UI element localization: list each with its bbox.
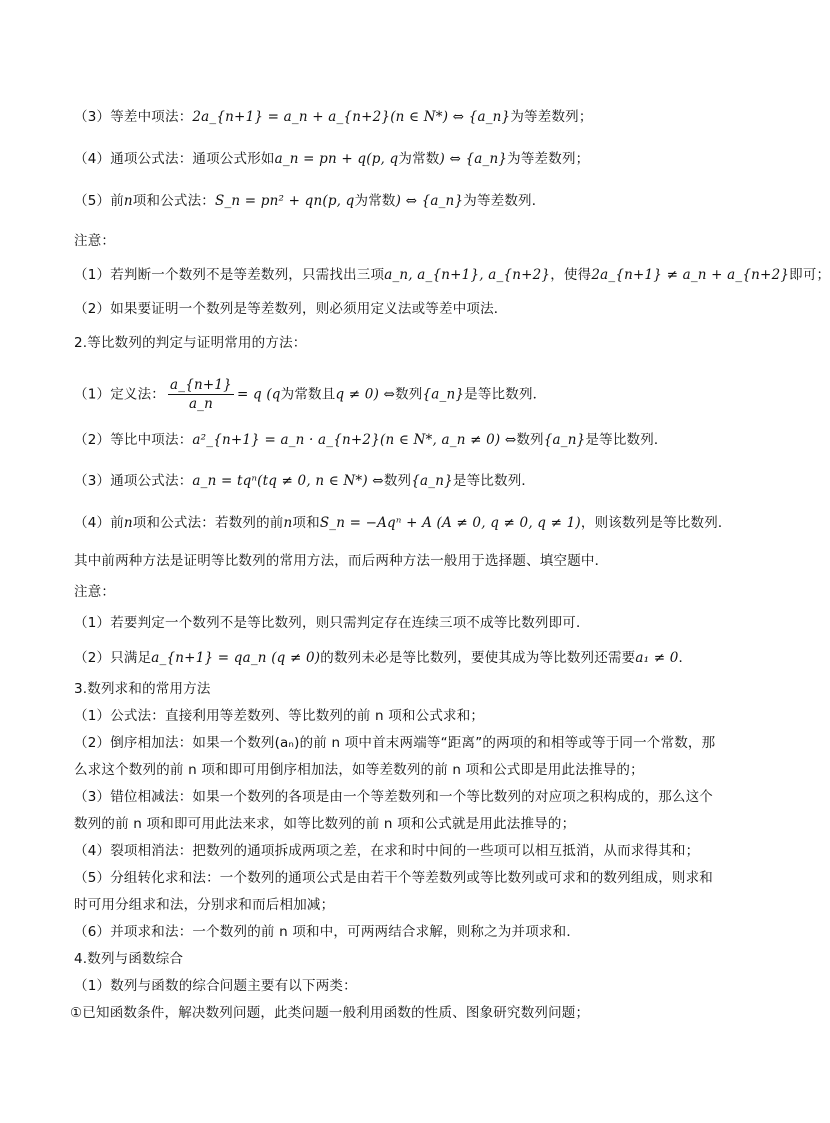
text-line: 么求这个数列的前 n 项和即可用倒序相加法，如等差数列的前 n 项和公式即是用此法推导的； <box>74 762 644 778</box>
line-text: 为等差数列； <box>510 109 593 125</box>
text-line <box>74 648 692 668</box>
text-line <box>74 149 589 169</box>
text-line: 其中前两种方法是证明等比数列的常用方法，而后两种方法一般用于选择题、填空题中． <box>74 553 609 569</box>
line-text: 项和 <box>292 515 320 531</box>
formula: a_n, a_{n+1}, a_{n+2} <box>384 267 551 283</box>
line-text: 为等差数列； <box>507 151 590 167</box>
fraction-denominator: a_n <box>188 396 214 412</box>
formula: a²_{n+1} = a_n · a_{n+2}(n ∈ N*, a_n ≠ 0) ⇔ <box>192 432 517 448</box>
variable: n <box>283 515 293 531</box>
line-text: 是等比数列． <box>585 432 668 448</box>
formula: ) ⇔ {a_n} <box>439 151 508 167</box>
text-line <box>74 107 593 127</box>
formula: {a_n} <box>422 386 465 403</box>
line-text: 数列 <box>395 386 423 403</box>
text-line <box>74 513 732 533</box>
section-heading: 2.等比数列的判定与证明常用的方法： <box>74 335 307 351</box>
text-line <box>74 376 546 413</box>
variable: n <box>123 515 133 531</box>
text-line: （6）并项求和法：一个数列的前 n 项和中，可两两结合求解，则称之为并项求和． <box>74 924 581 940</box>
formula: a₁ ≠ 0 <box>635 650 679 666</box>
formula: S_n = pn² + qn(p, q <box>215 193 355 209</box>
text-line: （1）数列与函数的综合问题主要有以下两类： <box>74 978 357 994</box>
note-heading: 注意： <box>74 584 116 600</box>
formula: 2a_{n+1} = a_n + a_{n+2}(n ∈ N*) ⇔ {a_n} <box>192 109 511 125</box>
line-text: （5）前 <box>74 193 124 209</box>
note-heading: 注意： <box>74 233 116 249</box>
formula: S_n = −Aqⁿ + A (A ≠ 0, q ≠ 0, q ≠ 1) <box>319 515 581 531</box>
line-text: 是等比数列． <box>464 386 547 403</box>
formula: a_{n+1} = qa_n (q ≠ 0) <box>151 650 321 666</box>
line-text: ，使得 <box>550 267 592 283</box>
line-text: （4）通项公式法：通项公式形如 <box>74 151 275 167</box>
text-line: 时可用分组求和法，分别求和而后相加减； <box>74 897 335 913</box>
line-text: 项和公式法：若数列的前 <box>132 515 284 531</box>
text-line: （2）倒序相加法：如果一个数列(aₙ)的前 n 项中首末两端等“距离”的两项的和相等或等于同一个常数，那 <box>74 735 716 751</box>
line-text: 即可； <box>789 267 830 283</box>
line-text: （1）若判断一个数列不是等差数列，只需找出三项 <box>74 267 385 283</box>
formula: q ≠ 0) ⇔ <box>335 386 396 403</box>
formula: {a_n} <box>411 473 453 489</box>
line-text: ，则该数列是等比数列． <box>580 515 732 531</box>
line-text: （3）等差中项法： <box>74 109 193 125</box>
line-text: 为常数 <box>398 151 440 167</box>
formula: {a_n} <box>543 432 586 448</box>
text-line <box>74 191 545 211</box>
line-text: （3）通项公式法： <box>74 473 193 489</box>
text-line: （2）如果要证明一个数列是等差数列，则必须用定义法或等差中项法． <box>74 301 508 317</box>
formula: a_n = pn + q(p, q <box>274 151 399 167</box>
fraction-numerator: a_{n+1} <box>170 377 232 393</box>
text-line: （3）错位相减法：如果一个数列的各项是由一个等差数列和一个等比数列的对应项之积构成的，那么这个 <box>74 789 713 805</box>
line-text: 是等比数列． <box>452 473 536 489</box>
text-line <box>74 430 668 450</box>
line-text: 数列 <box>516 432 544 448</box>
text-line <box>74 265 830 285</box>
line-text: 为等差数列． <box>463 193 546 209</box>
line-text: （2）等比中项法： <box>74 432 193 448</box>
text-line: （1）公式法：直接利用等差数列、等比数列的前 n 项和公式求和； <box>74 708 485 724</box>
variable: n <box>123 193 133 209</box>
section-heading: 3.数列求和的常用方法 <box>74 681 211 697</box>
line-text: 数列 <box>383 473 412 489</box>
formula: 2a_{n+1} ≠ a_n + a_{n+2} <box>591 267 790 283</box>
text-line: ①已知函数条件，解决数列问题，此类问题一般利用函数的性质、图象研究数列问题； <box>70 1005 590 1021</box>
text-line: （1）若要判定一个数列不是等比数列，则只需判定存在连续三项不成等比数列即可． <box>74 615 590 631</box>
line-text: 的数列未必是等比数列，要使其成为等比数列还需要 <box>320 650 636 666</box>
line-text: （4）前 <box>74 515 124 531</box>
text-line: （4）裂项相消法：把数列的通项拆成两项之差，在求和时中间的一些项可以相互抵消，从而求得其和； <box>74 843 700 859</box>
line-text: 为常数且 <box>280 386 336 403</box>
line-text: ． <box>678 650 693 666</box>
fraction <box>168 376 234 413</box>
line-text: （1）定义法： <box>74 386 165 403</box>
formula: a_n = tqⁿ(tq ≠ 0, n ∈ N*) ⇔ <box>192 473 384 489</box>
section-heading: 4.数列与函数综合 <box>74 951 184 967</box>
line-text: 为常数 <box>354 193 396 209</box>
text-line <box>74 471 535 491</box>
text-line: （5）分组转化求和法：一个数列的通项公式是由若干个等差数列或等比数列或可求和的数列组成，则求和 <box>74 870 713 886</box>
line-text: （2）只满足 <box>74 650 152 666</box>
formula: = q (q <box>236 386 281 403</box>
formula: ) ⇔ {a_n} <box>395 193 464 209</box>
text-line: 数列的前 n 项和即可用此法来求，如等比数列的前 n 项和公式就是用此法推导的； <box>74 816 576 832</box>
line-text: 项和公式法： <box>132 193 215 209</box>
